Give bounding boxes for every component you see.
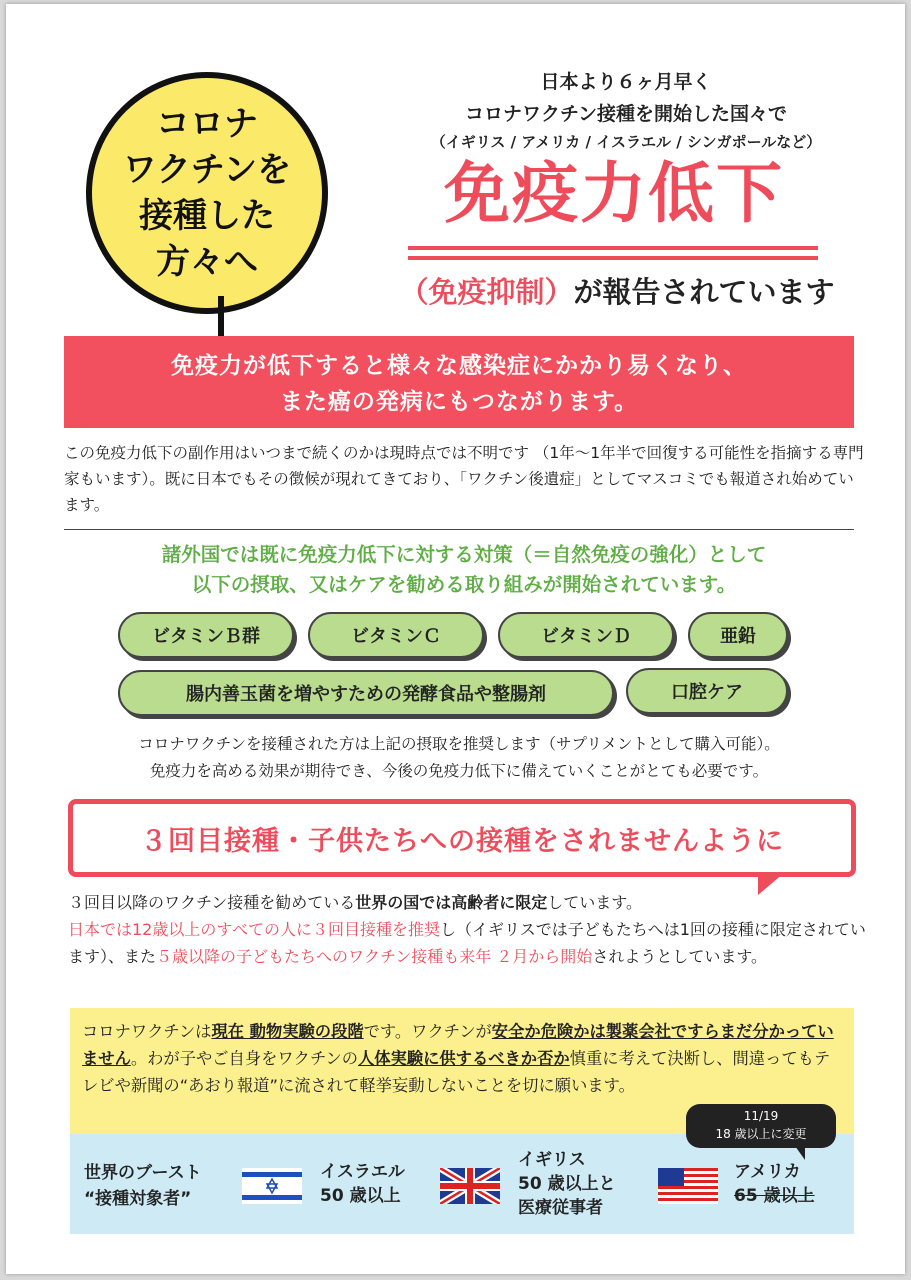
section-divider — [64, 529, 854, 530]
booster-targets-box — [70, 1109, 854, 1234]
uk-target-2: 医療従事者 — [518, 1198, 603, 1218]
headline-circle — [86, 72, 328, 314]
subline-rest: が報告されています — [573, 275, 835, 309]
side-effect-paragraph: この免疫力低下の副作用はいつまで続くのかは現時点では不明です （1年～1年半で回復する可能性を指摘する専門家もいます）。既に日本でもその徴候が現れてきており、「ワクチン後遺症」としてマスコミでも報道され始めています。 — [64, 444, 864, 514]
header-intro — [406, 66, 846, 154]
usa-flag-icon — [658, 1168, 718, 1204]
caution-text-5: 。わが子やご自身をワクチンの — [130, 1049, 358, 1068]
caution-text-3: です。ワクチンが — [363, 1022, 492, 1041]
booster-text-5: し（イギリスでは子どもたちへは1回の接種に限定されています）、また — [68, 920, 866, 966]
headline-double-rule — [408, 246, 818, 260]
uk-flag-icon — [440, 1168, 500, 1204]
pill-vitamin-b: ビタミンＢ群 — [118, 612, 294, 658]
circle-text: コロナ ワクチンを 接種した 方々へ — [122, 104, 292, 282]
pill-vitamin-d: ビタミンＤ — [498, 612, 674, 658]
usa-change-note — [686, 1104, 836, 1148]
caution-text-1: コロナワクチンは — [82, 1022, 212, 1041]
pill-probiotics: 腸内善玉菌を増やすための発酵食品や整腸剤 — [118, 670, 614, 716]
recommendation-line2: 免疫力を高める効果が期待でき、今後の免疫力低下に備えていくことがとても必要です。 — [149, 762, 769, 780]
booster-text-2: 世界の国では高齢者に限定 — [355, 893, 548, 912]
uk-target-1: 50 歳以上と — [518, 1174, 616, 1194]
headline-subline — [382, 272, 852, 312]
usa-info — [734, 1160, 815, 1208]
israel-target: 50 歳以上 — [320, 1186, 401, 1206]
countermeasure-heading — [64, 540, 864, 600]
israel-info — [320, 1160, 405, 1208]
caution-text-7: 慎重に考えて決断し、間違ってもテレビや新聞の“あおり報道”に流されて軽挙妄動しないことを切に願います。 — [82, 1049, 831, 1095]
recommendation-line1: コロナワクチンを接種された方は上記の摂取を推奨します（サプリメントとして購入可能）。 — [138, 735, 780, 753]
pill-oral-care: 口腔ケア — [626, 668, 788, 714]
booster-paragraph — [68, 889, 868, 970]
header-line3: （イギリス / アメリカ / イスラエル / シンガポールなど） — [430, 133, 822, 151]
header-line1: 日本より６ヶ月早く — [540, 71, 712, 93]
israel-name: イスラエル — [320, 1162, 405, 1182]
main-headline: 免疫力低下 — [444, 155, 784, 232]
warning-band — [64, 336, 854, 428]
note-bubble-tail — [795, 1146, 805, 1160]
countermeasure-line2: 以下の摂取、又はケアを勧める取り組みが開始されています。 — [191, 573, 737, 596]
header-line2: コロナワクチン接種を開始した国々で — [464, 103, 788, 125]
flyer-page — [6, 4, 905, 1274]
caution-text-2: 現在 動物実験の段階 — [211, 1022, 364, 1041]
caution-text-6: 人体実験に供するべきか否か — [357, 1049, 570, 1068]
subline-red: （免疫抑制） — [399, 275, 574, 309]
uk-name: イギリス — [518, 1150, 586, 1170]
warning-line2: また癌の発病にもつながります。 — [279, 389, 639, 415]
booster-text-1: ３回目以降のワクチン接種を勧めている — [68, 893, 356, 912]
booster-text-3: しています。 — [547, 893, 642, 912]
pill-zinc: 亜鉛 — [688, 612, 788, 658]
uk-info — [518, 1148, 616, 1220]
booster-text-4: 日本では12歳以上のすべての人に３回目接種を推奨 — [68, 920, 441, 939]
booster-text-7: されようとしています。 — [592, 947, 768, 966]
booster-targets-label: 世界のブースト “接種対象者” — [84, 1163, 202, 1209]
recommendation-paragraph — [64, 731, 854, 785]
booster-text-6: ５歳以降の子どもたちへのワクチン接種も来年 ２月から開始 — [156, 947, 593, 966]
usa-change-text: 18 歳以上に変更 — [715, 1127, 807, 1141]
countermeasure-line1: 諸外国では既に免疫力低下に対する対策（＝自然免疫の強化）として — [161, 543, 767, 566]
caution-text-4: 安全か危険かは製薬会社ですらまだ分かっていません — [82, 1022, 834, 1068]
israel-flag-icon — [242, 1168, 302, 1204]
callout-box: ３回目接種・子供たちへの接種をされませんように — [68, 799, 856, 877]
usa-change-date: 11/19 — [743, 1109, 779, 1123]
pill-vitamin-c: ビタミンＣ — [308, 612, 484, 658]
usa-target: 65 歳以上 — [734, 1186, 815, 1206]
warning-line1: 免疫力が低下すると様々な感染症にかかり易くなり、 — [171, 353, 747, 379]
usa-name: アメリカ — [734, 1162, 801, 1182]
